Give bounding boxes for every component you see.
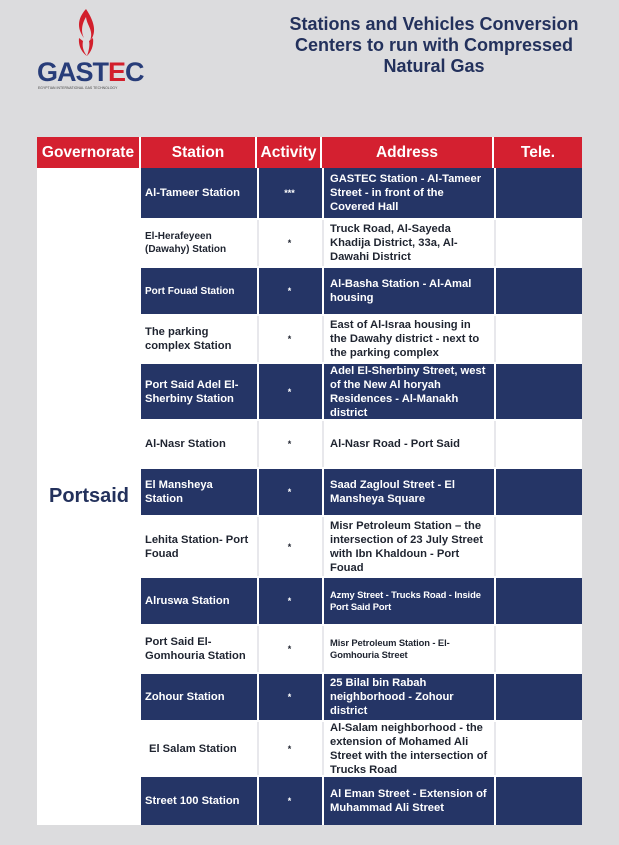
header-tele: Tele.	[494, 137, 582, 168]
station-address: Misr Petroleum Station - El-Gomhouria Street	[322, 626, 492, 672]
header-address: Address	[322, 137, 492, 168]
table-row	[141, 626, 582, 672]
governorate-cell: Portsaid	[48, 485, 130, 507]
station-address: 25 Bilal bin Rabah neighborhood - Zohour district	[322, 674, 492, 720]
station-tele	[494, 674, 582, 720]
station-name: Al-Tameer Station	[145, 187, 240, 199]
table-row	[141, 469, 582, 515]
station-address: Saad Zagloul Street - El Mansheya Square	[322, 469, 492, 515]
table-row	[141, 674, 582, 720]
station-tele	[494, 517, 582, 576]
station-address: Al-Nasr Road - Port Said	[322, 421, 492, 467]
table-row	[141, 722, 582, 775]
title-line-1: Stations and Vehicles Conversion	[289, 14, 579, 34]
activity-rating: *	[257, 626, 320, 672]
station-tele	[494, 168, 582, 218]
station-address: Adel El-Sherbiny Street, west of the New Al horyah Residences - Al-Manakh district	[322, 364, 492, 419]
activity-rating: *	[257, 469, 320, 515]
station-tele	[494, 316, 582, 362]
station-address: Azmy Street - Trucks Road - Inside Port Said Port	[322, 578, 492, 624]
station-tele	[494, 777, 582, 825]
activity-rating: *	[257, 578, 320, 624]
gastec-logo	[34, 8, 144, 90]
station-address: Al-Salam neighborhood - the extension of Mohamed Ali Street with the intersection of Trucks Road	[322, 722, 492, 775]
station-name: The parking complex Station	[145, 326, 232, 352]
station-address: Al Eman Street - Extension of Muhammad Ali Street	[322, 777, 492, 825]
station-address: Misr Petroleum Station – the intersection of 23 July Street with Ibn Khaldoun - Port Fouad	[322, 517, 492, 576]
activity-rating: *	[257, 364, 320, 419]
activity-rating: *	[257, 517, 320, 576]
station-name: El Mansheya Station	[145, 479, 213, 505]
station-name: Alruswa Station	[145, 595, 230, 607]
station-name: Port Said El-Gomhouria Station	[145, 636, 246, 662]
station-tele	[494, 626, 582, 672]
station-tele	[494, 722, 582, 775]
page-title	[262, 14, 606, 77]
table-row	[141, 268, 582, 314]
station-tele	[494, 469, 582, 515]
activity-rating: *	[257, 777, 320, 825]
header-station: Station	[141, 137, 255, 168]
table-row	[141, 168, 582, 218]
station-name: Street 100 Station	[145, 795, 240, 807]
station-address: Truck Road, Al-Sayeda Khadija District, 33a, Al-Dawahi District	[322, 220, 492, 266]
station-tele	[494, 220, 582, 266]
station-name: Port Said Adel El-Sherbiny Station	[145, 378, 239, 405]
title-line-3: Natural Gas	[383, 56, 485, 76]
station-tele	[494, 578, 582, 624]
table-row	[141, 364, 582, 419]
station-address: GASTEC Station - Al-Tameer Street - in front of the Covered Hall	[322, 168, 492, 218]
header-governorate: Governorate	[37, 137, 139, 168]
station-name: Port Fouad Station	[145, 285, 235, 297]
station-address: East of Al-Israa housing in the Dawahy district - next to the parking complex	[322, 316, 492, 362]
title-line-2: Centers to run with Compressed	[294, 35, 574, 55]
table-row	[141, 316, 582, 362]
table-row	[141, 517, 582, 576]
station-name: Al-Nasr Station	[145, 438, 226, 450]
station-name: Lehita Station- Port Fouad	[145, 533, 249, 560]
activity-rating: *	[257, 722, 320, 775]
activity-rating: ***	[257, 168, 320, 218]
logo-wordmark: GASTEC	[37, 57, 144, 87]
stations-table	[37, 137, 582, 825]
table-row	[141, 578, 582, 624]
station-name: El-Herafeyeen (Dawahy) Station	[145, 231, 227, 255]
logo-tagline: EGYPTIAN INTERNATIONAL GAS TECHNOLOGY	[38, 86, 118, 90]
activity-rating: *	[257, 268, 320, 314]
station-tele	[494, 268, 582, 314]
station-tele	[494, 364, 582, 419]
table-row	[141, 220, 582, 266]
flame-icon	[74, 8, 100, 58]
station-name: Zohour Station	[145, 691, 225, 703]
activity-rating: *	[257, 316, 320, 362]
table-row	[141, 421, 582, 467]
table-row	[141, 777, 582, 825]
station-name: El Salam Station	[149, 742, 237, 755]
activity-rating: *	[257, 421, 320, 467]
header-activity: Activity	[257, 137, 320, 168]
station-tele	[494, 421, 582, 467]
station-address: Al-Basha Station - Al-Amal housing	[322, 268, 492, 314]
activity-rating: *	[257, 674, 320, 720]
activity-rating: *	[257, 220, 320, 266]
